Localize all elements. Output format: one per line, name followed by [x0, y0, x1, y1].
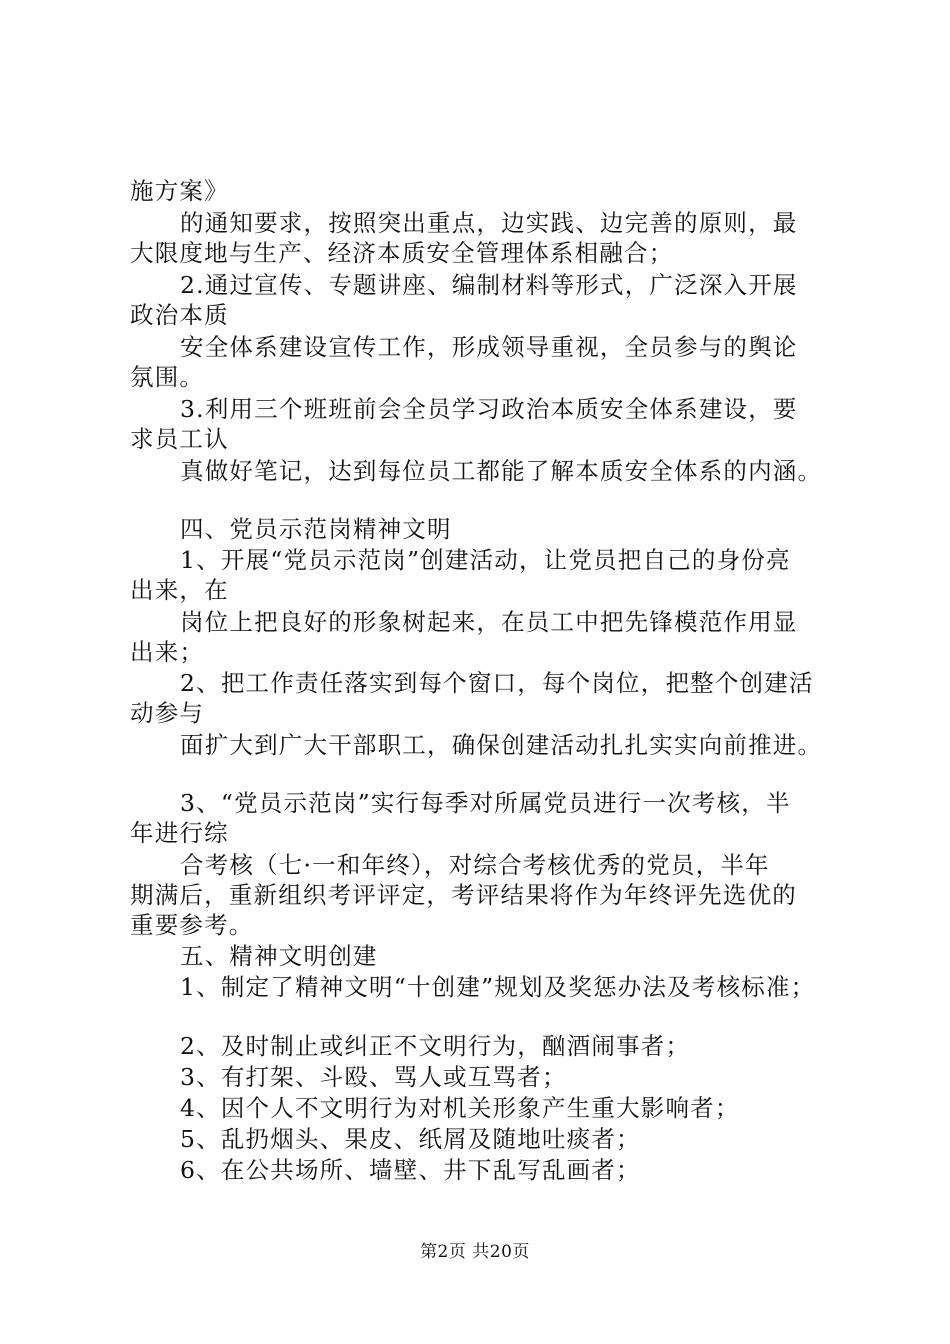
- text-line: 3、有打架、斗殴、骂人或互骂者；: [180, 1063, 567, 1091]
- text-line: 重要参考。: [130, 911, 254, 939]
- text-line: 面扩大到广大干部职工，确保创建活动扎扎实实向前推进。: [180, 731, 823, 759]
- text-line: 1、开展“党员示范岗”创建活动，让党员把自己的身份亮: [180, 546, 791, 574]
- page-footer: 第2页 共20页: [420, 1242, 530, 1262]
- text-line: 2.通过宣传、专题讲座、编制材料等形式，广泛深入开展: [180, 271, 798, 299]
- text-line: 氛围。: [130, 363, 205, 391]
- text-line: 安全体系建设宣传工作，形成领导重视，全员参与的舆论: [180, 333, 798, 361]
- text-line: 期满后，重新组织考评评定，考评结果将作为年终评先选优的: [130, 881, 797, 909]
- section-heading: 五、精神文明创建: [180, 942, 378, 970]
- text-line: 1、制定了精神文明“十创建”规划及奖惩办法及考核标准；: [180, 973, 816, 1001]
- text-line: 3.利用三个班班前会全员学习政治本质安全体系建设，要: [180, 395, 798, 423]
- text-line: 年进行综: [130, 819, 229, 847]
- text-line: 出来；: [130, 638, 205, 666]
- text-line: 4、因个人不文明行为对机关形象产生重大影响者；: [180, 1094, 740, 1122]
- section-heading: 四、党员示范岗精神文明: [180, 515, 452, 543]
- text-line: 2、把工作责任落实到每个窗口，每个岗位，把整个创建活: [180, 669, 814, 697]
- text-line: 动参与: [130, 699, 205, 727]
- text-line: 真做好笔记，达到每位员工都能了解本质安全体系的内涵。: [180, 457, 823, 485]
- text-line: 3、“党员示范岗”实行每季对所属党员进行一次考核，半: [180, 789, 791, 817]
- text-line: 的通知要求，按照突出重点，边实践、边完善的原则，最: [180, 209, 798, 237]
- text-line: 2、及时制止或纠正不文明行为，酗酒闹事者；: [180, 1032, 691, 1060]
- text-line: 施方案》: [130, 177, 229, 205]
- text-line: 5、乱扔烟头、果皮、纸屑及随地吐痰者；: [180, 1125, 641, 1153]
- text-line: 合考核（七·一和年终），对综合考核优秀的党员，半年: [180, 851, 770, 879]
- text-line: 大限度地与生产、经济本质安全管理体系相融合；: [130, 239, 674, 267]
- text-line: 岗位上把良好的形象树起来，在员工中把先锋模范作用显: [180, 608, 798, 636]
- text-line: 6、在公共场所、墙壁、井下乱写乱画者；: [180, 1156, 641, 1184]
- text-line: 政治本质: [130, 301, 229, 329]
- text-line: 求员工认: [130, 425, 229, 453]
- text-line: 出来，在: [130, 576, 229, 604]
